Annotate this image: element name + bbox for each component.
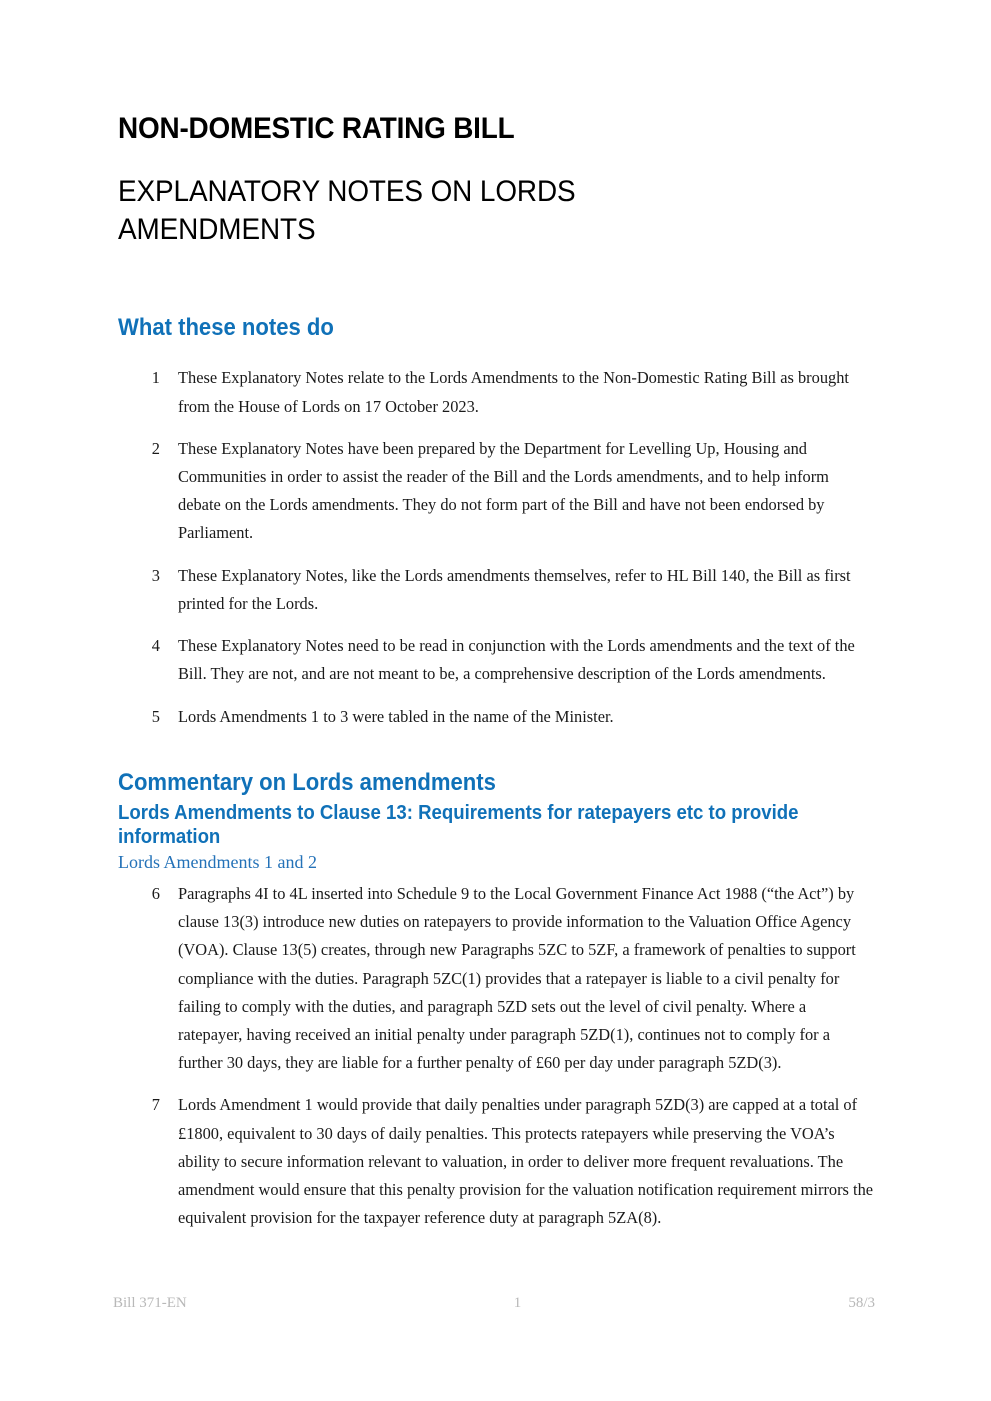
paragraph-number: 5 <box>151 706 160 726</box>
paragraph-text: Paragraphs 4I to 4L inserted into Schedule 9 to the Local Government Finance Act 1988 (“the Act”) by clause 13(3) introduce new duties on ratepayers to provide information to the Valuation Office Agency (VOA). Clause 13(5) creates, through new Paragraphs 5ZC to 5ZF, a framework of penalties to support compliance with the duties. Paragraph 5ZC(1) provides that a ratepayer is liable to a civil penalty for failing to comply with the duties, and paragraph 5ZD sets out the level of civil penalty. Where a ratepayer, having received an initial penalty under paragraph 5ZD(1), continues not to comply for a further 30 days, they are liable for a further penalty of £60 per day under paragraph 5ZD(3). <box>178 883 856 1073</box>
footer-bill-reference: Bill 371-EN <box>113 1295 187 1311</box>
numbered-paragraph <box>118 1091 874 1232</box>
numbered-paragraph <box>118 703 874 731</box>
paragraph-number: 2 <box>151 438 160 458</box>
paragraph-number: 7 <box>151 1095 160 1115</box>
paragraph-text: These Explanatory Notes relate to the Lords Amendments to the Non-Domestic Rating Bill as brought from the House of Lords on 17 October 2023. <box>178 368 849 416</box>
document-title: NON-DOMESTIC RATING BILL <box>118 112 515 145</box>
footer-document-reference: 58/3 <box>848 1295 875 1311</box>
paragraph-number: 6 <box>151 883 160 903</box>
footer-page-number: 1 <box>513 1295 522 1311</box>
section-heading-what-these-notes-do: What these notes do <box>118 313 334 341</box>
paragraph-number: 3 <box>151 565 160 585</box>
paragraph-number: 1 <box>151 368 160 388</box>
document-content <box>118 112 874 1232</box>
numbered-paragraph <box>118 435 874 548</box>
numbered-paragraph <box>118 364 874 420</box>
subsection-heading-clause-13: Lords Amendments to Clause 13: Requirements for ratepayers etc to provide information <box>118 801 799 848</box>
paragraph-number: 4 <box>151 636 160 656</box>
paragraph-text: These Explanatory Notes have been prepared by the Department for Levelling Up, Housing and Communities in order to assist the reader of the Bill and the Lords amendments, and to help inform debate on the Lords amendments. They do not form part of the Bill and have not been endorsed by Parliament. <box>178 438 829 543</box>
paragraph-text: These Explanatory Notes need to be read in conjunction with the Lords amendments and the text of the Bill. They are not, and are not meant to be, a comprehensive description of the Lords amendments. <box>178 636 855 684</box>
numbered-paragraph <box>118 880 874 1078</box>
numbered-paragraph <box>118 562 874 618</box>
numbered-paragraph <box>118 632 874 688</box>
subsection-heading-amendments-1-and-2: Lords Amendments 1 and 2 <box>118 852 317 873</box>
paragraph-text: These Explanatory Notes, like the Lords amendments themselves, refer to HL Bill 140, the Bill as first printed for the Lords. <box>178 565 851 613</box>
paragraph-text: Lords Amendments 1 to 3 were tabled in the name of the Minister. <box>178 706 614 726</box>
document-subtitle: EXPLANATORY NOTES ON LORDS AMENDMENTS <box>118 174 576 247</box>
section-heading-commentary: Commentary on Lords amendments <box>118 768 496 796</box>
page-footer <box>113 1295 875 1312</box>
paragraph-text: Lords Amendment 1 would provide that daily penalties under paragraph 5ZD(3) are capped at a total of £1800, equivalent to 30 days of daily penalties. This protects ratepayers while preserving the VOA’s ability to secure information relevant to valuation, in order to deliver more frequent revaluations. The amendment would ensure that this penalty provision for the valuation notification requirement mirrors the equivalent provision for the taxpayer reference duty at paragraph 5ZA(8). <box>178 1095 874 1228</box>
